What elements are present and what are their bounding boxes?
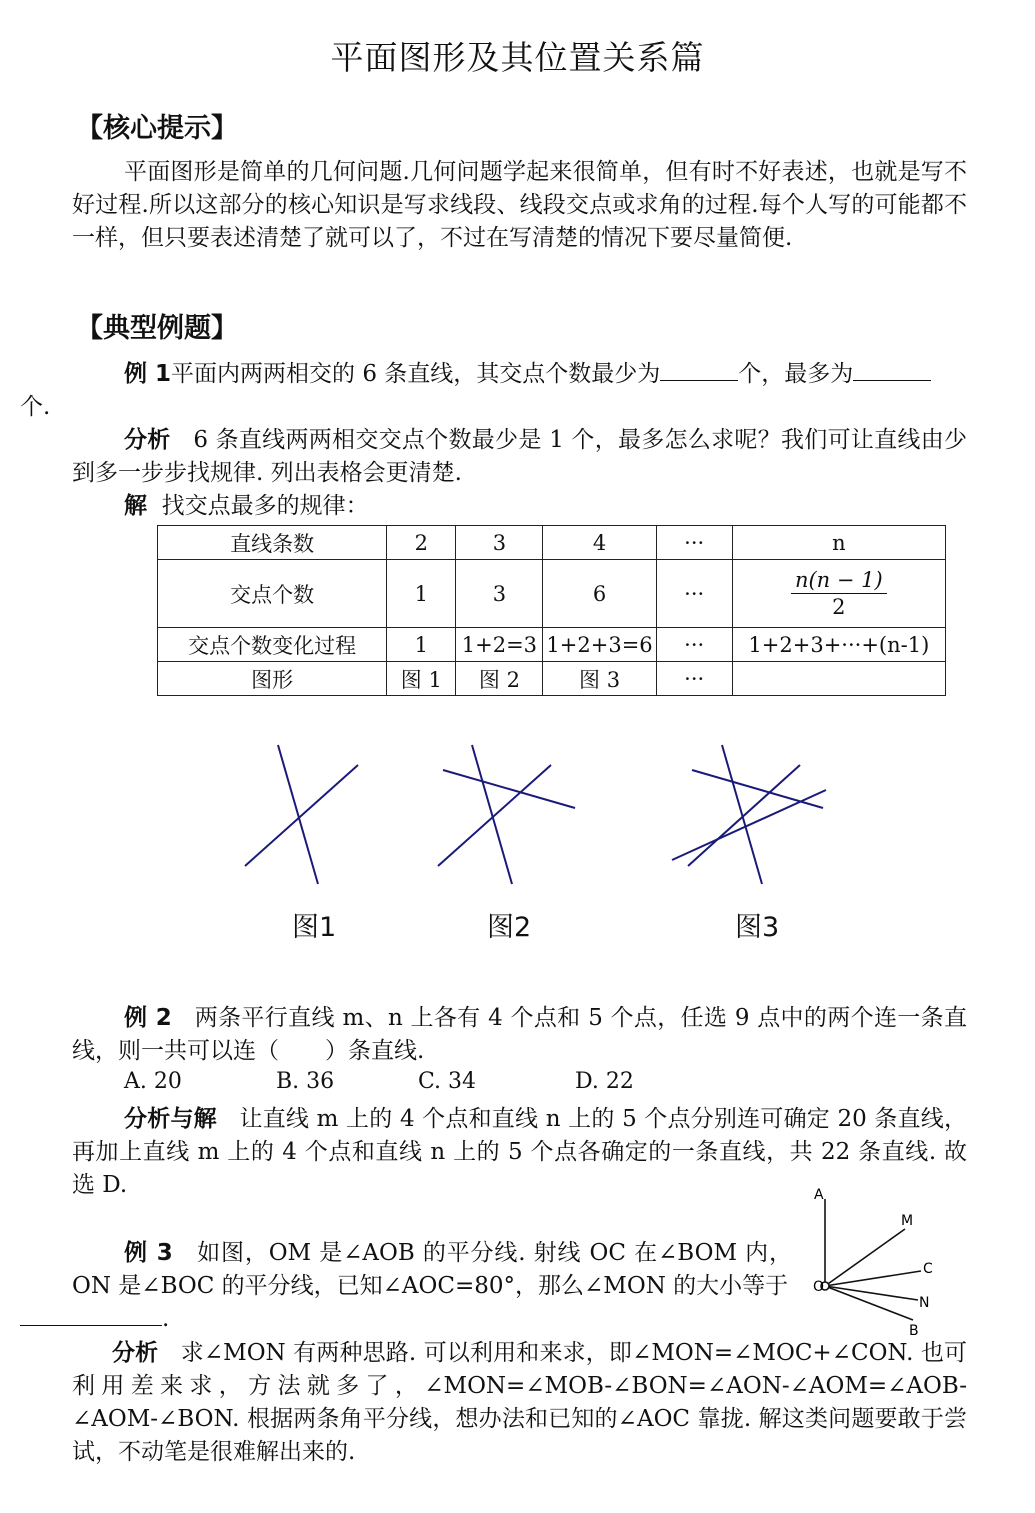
example1-blank-max — [853, 358, 931, 381]
example1-analysis — [72, 424, 967, 490]
example2-analysis-text: 让直线 m 上的 4 个点和直线 n 上的 5 个点分别连可确定 20 条直线，再加上直线 m 上的 4 个点和直线 n 上的 5 个点各确定的一条直线，共 22 条直线. 故选 D. — [72, 1106, 967, 1198]
example1-solution-text: 找交点最多的规律： — [161, 493, 369, 519]
table-row — [158, 526, 946, 560]
example1-question — [20, 358, 967, 424]
table-cell: ··· — [656, 526, 732, 560]
table-cell: 1+2=3 — [456, 628, 543, 662]
example3-question-end: . — [162, 1306, 170, 1332]
option-c: C. 34 — [418, 1069, 477, 1094]
example3-analysis-text: 求∠MON 有两种思路. 可以利用和来求，即∠MON=∠MOC+∠CON. 也可利用差来求，方法就多了，∠MON=∠MOB-∠BON=∠AON-∠AOM=∠AOB-∠AOM-∠BON. 根据两条角平分线，想办法和已知的∠AOC 靠拢. 解这类问题要敢于尝试，不动笔是很难解出来的. — [72, 1340, 968, 1465]
example1-label: 例 1 — [124, 361, 172, 387]
example1-question-part2: 个，最多为 — [738, 361, 854, 387]
section-heading-examples: 【典型例题】 — [76, 313, 238, 344]
table-cell: 1+2+3+···+(n-1) — [732, 628, 945, 662]
example3-answer-blank — [20, 1303, 162, 1326]
fig2-line — [438, 765, 551, 866]
table-cell: 3 — [456, 560, 543, 628]
table-cell — [732, 662, 945, 696]
table-cell: 1 — [387, 560, 456, 628]
ray-oc — [825, 1271, 921, 1286]
point-label-a: A — [814, 1187, 824, 1203]
table-cell: n — [732, 526, 945, 560]
table-cell: 1 — [387, 628, 456, 662]
example3-label: 例 3 — [124, 1240, 173, 1266]
example3-analysis-label: 分析 — [112, 1340, 159, 1366]
intersection-table — [157, 525, 946, 696]
point-label-o: O — [813, 1279, 825, 1295]
example2-question-text: 两条平行直线 m、n 上各有 4 个点和 5 个点，任选 9 点中的两个连一条直线，则一共可以连（ ）条直线. — [72, 1005, 968, 1064]
table-cell: 6 — [543, 560, 656, 628]
formula-numerator: n(n − 1) — [791, 567, 887, 594]
fig3-line — [688, 765, 800, 866]
angle-diagram — [805, 1185, 960, 1340]
table-cell: ··· — [656, 560, 732, 628]
figure-label-1: 图1 — [292, 912, 337, 943]
figure-label-2: 图2 — [487, 912, 532, 943]
example1-question-part3: 个. — [20, 394, 51, 420]
example3-analysis — [72, 1337, 967, 1469]
formula-denominator: 2 — [832, 595, 846, 619]
point-label-n: N — [919, 1295, 930, 1311]
example3-question — [72, 1237, 792, 1336]
section-heading-core-tips: 【核心提示】 — [76, 113, 238, 144]
table-cell: ··· — [656, 662, 732, 696]
example1-solution-label: 解 — [124, 493, 147, 519]
fig3-line — [722, 745, 762, 884]
table-cell: 图 1 — [387, 662, 456, 696]
table-cell: 交点个数 — [158, 560, 387, 628]
ray-ob — [825, 1286, 913, 1320]
example1-blank-min — [660, 358, 738, 381]
example1-analysis-label: 分析 — [124, 427, 171, 453]
fig3-line — [672, 790, 826, 860]
fig1-line — [245, 765, 358, 866]
table-row — [158, 560, 946, 628]
table-cell: 直线条数 — [158, 526, 387, 560]
option-a: A. 20 — [124, 1069, 182, 1094]
example1-analysis-text: 6 条直线两两相交交点个数最少是 1 个，最多怎么求呢？我们可让直线由少到多一步步找规律. 列出表格会更清楚. — [72, 427, 968, 486]
example2-label: 例 2 — [124, 1005, 172, 1031]
table-cell: 图 2 — [456, 662, 543, 696]
ray-on — [825, 1286, 918, 1300]
table-cell: ··· — [656, 628, 732, 662]
example2-analysis-label: 分析与解 — [124, 1106, 217, 1132]
table-cell: 4 — [543, 526, 656, 560]
table-row — [158, 662, 946, 696]
example2-question — [72, 1002, 967, 1068]
example3-question-text: 如图，OM 是∠AOB 的平分线. 射线 OC 在∠BOM 内，ON 是∠BOC 的平分线，已知∠AOC=80°，那么∠MON 的大小等于 — [72, 1240, 793, 1299]
point-label-c: C — [923, 1261, 933, 1277]
page-title: 平面图形及其位置关系篇 — [330, 38, 705, 77]
point-label-m: M — [901, 1213, 914, 1229]
table-row — [158, 628, 946, 662]
ray-om — [825, 1229, 905, 1286]
option-d: D. 22 — [575, 1069, 634, 1094]
formula-cell — [732, 560, 945, 628]
option-b: B. 36 — [276, 1069, 335, 1094]
table-cell: 1+2+3=6 — [543, 628, 656, 662]
figure-label-3: 图3 — [735, 912, 780, 943]
fig1-line — [278, 745, 318, 884]
line-figures — [0, 730, 1035, 900]
table-cell: 图 3 — [543, 662, 656, 696]
table-cell: 图形 — [158, 662, 387, 696]
table-cell: 3 — [456, 526, 543, 560]
core-tips-paragraph: 平面图形是简单的几何问题.几何问题学起来很简单，但有时不好表述，也就是写不好过程.所以这部分的核心知识是写求线段、线段交点或求角的过程.每个人写的可能都不一样，但只要表述清楚了就可以了，不过在写清楚的情况下要尽量简便. — [72, 159, 967, 251]
example1-question-part1: 平面内两两相交的 6 条直线，其交点个数最少为 — [171, 361, 661, 387]
example1-solution — [124, 490, 924, 523]
table-cell: 交点个数变化过程 — [158, 628, 387, 662]
formula-fraction — [791, 567, 887, 620]
fig2-line — [472, 745, 512, 884]
point-label-b: B — [909, 1323, 919, 1339]
table-cell: 2 — [387, 526, 456, 560]
